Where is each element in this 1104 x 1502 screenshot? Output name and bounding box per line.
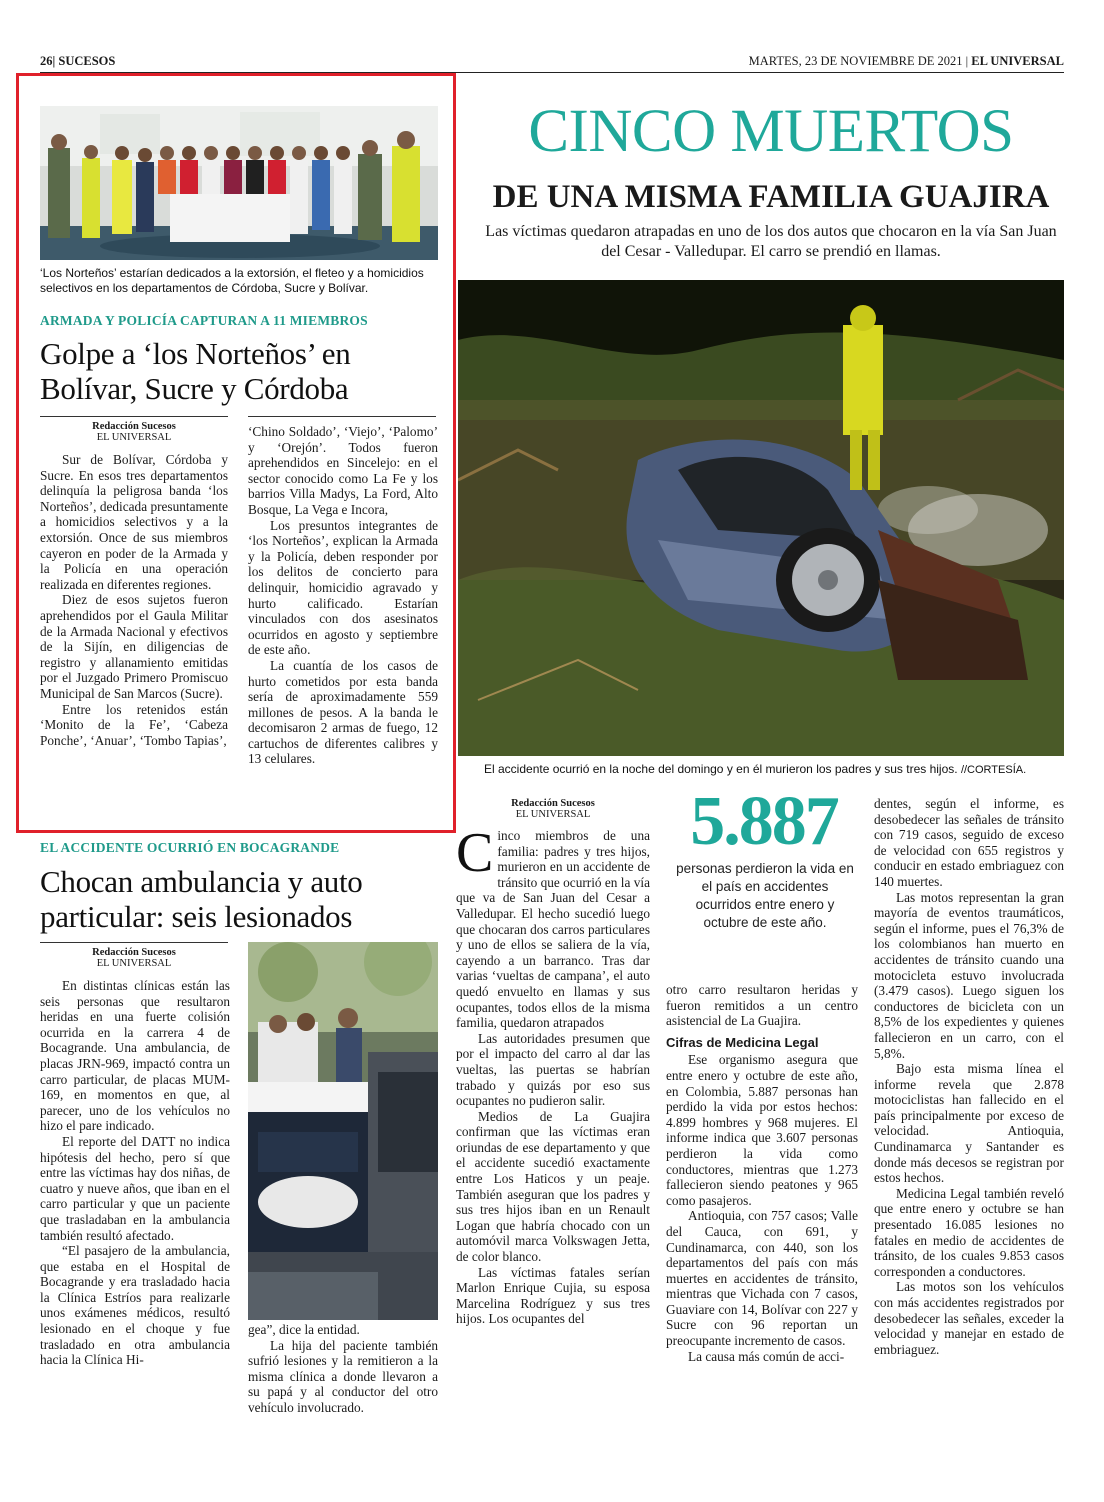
paragraph: “El pasajero de la ambulancia, que estaba en el Hospital de Bocagrande y era trasladado hacia la Clínica Estríos para realizarle unos exámenes médicos, resultó lesionado en el choque y fue trasladado en otra ambulancia hacia la Clínica Hi-: [40, 1243, 230, 1368]
story3-col1: [456, 822, 650, 1327]
story3-col3: [874, 796, 1064, 1357]
story2-byline: [40, 942, 228, 969]
drop-cap: C: [456, 822, 494, 884]
story1-col-rule: [248, 416, 436, 417]
paragraph: El reporte del DATT no indica hipótesis del hecho, pero sí que entre las víctimas hay dos niñas, de cuatro y nueve años, que iban en el carro particular y que un paciente que trasladaban en la ambulancia también resultó afectado.: [40, 1133, 230, 1243]
section-heading: Cifras de Medicina Legal: [666, 1034, 819, 1050]
story3-photo: [458, 280, 1064, 756]
story3-title: CINCO MUERTOS: [528, 98, 1014, 165]
story2-col1: [40, 978, 230, 1368]
story3-subtitle: DE UNA MISMA FAMILIA GUAJIRA: [492, 179, 1050, 215]
paragraph: Sur de Bolívar, Córdoba y Sucre. En esos tres departamentos delinquía la peligrosa banda ‘los Norteños’, dedicada presuntamente a homicidios selectivos y a la extorsión. Once de sus miembros cayeron en poder de la Armada y la Policía en una operación realizada en diferentes regiones.: [40, 452, 228, 592]
story3-byline: [456, 798, 650, 820]
paragraph: dentes, según el informe, es desobedecer las señales de tránsito con 719 casos, seguido de exceso de velocidad con 655 registros y conducir en estado embriaguez con 140 muertes.: [874, 796, 1064, 889]
story1-byline: [40, 416, 228, 443]
paragraph: Medicina Legal también reveló que entre enero y octubre se han presentado 16.085 lesiones no fatales en medio de accidentes de tránsito, de los cuales 9.853 casos corresponden a conductores.: [874, 1185, 1064, 1279]
byline-name: Redacción Sucesos: [92, 421, 176, 432]
story1-photo: [40, 106, 438, 260]
byline-name: Redacción Sucesos: [92, 947, 176, 958]
paper-name: EL UNIVERSAL: [971, 54, 1064, 68]
paragraph: Diez de esos sujetos fueron aprehendidos por el Gaula Militar de la Armada Nacional y efectivos de la Sijín, en diligencias de registro y allanamiento emitidas por el Juzgado Primero Promiscuo Municipal de San Marcos (Sucre).: [40, 592, 228, 701]
paragraph: Medios de La Guajira confirman que las víctimas eran oriundas de ese departamento y que el accidente sucedió exactamente entre Los Haticos y un peaje. También aseguran que los padres y sus tres hijos iban en un Renault Logan que habría chocado con un automóvil marca Volkswagen Jetta, de color blanco.: [456, 1108, 650, 1265]
paragraph: gea”, dice la entidad.: [248, 1322, 360, 1337]
paragraph: La cuantía de los casos de hurto cometidos por esta banda sería de aproximadamente 559 millones de pesos. A la banda le decomisaron 2 armas de fuego, 12 cartuchos de diferentes calibres y 13 celulares.: [248, 657, 438, 767]
story1-col2: [248, 424, 438, 767]
story1-caption: ‘Los Norteños’ estarían dedicados a la extorsión, el fleteo y a homicidios selectivos en los departamentos de Córdoba, Sucre y Bolívar.: [40, 266, 424, 295]
paragraph: ‘Chino Soldado’, ‘Viejo’, ‘Palomo’ y ‘Orejón’. Todos fueron aprehendidos en Sincelejo: en el sector conocido como La Fe y los barrios Villa Madys, La Ford, Alto Bosque, La Vega e Incora,: [248, 424, 438, 517]
paragraph: Entre los retenidos están ‘Monito de la Fe’, ‘Cabeza Ponche’, ‘Anuar’, ‘Tombo Tapias’,: [40, 701, 228, 748]
stat-text: personas perdieron la vida en el país en accidentes ocurridos entre enero y octubre de este año.: [676, 861, 854, 930]
paragraph: En distintas clínicas están las seis personas que resultaron heridas en una fuerte colisión ocurrida en la carrera 4 de Bocagrande. Una ambulancia, de placas JRN-969, impactó contra un carro particular, de placas MUM-169, en momentos en que, al parecer, uno de los vehículos no hizo el pare indicado.: [40, 978, 230, 1134]
paragraph: otro carro resultaron heridas y fueron remitidos a un centro asistencial de La Guajira.: [666, 982, 858, 1029]
story2-headline: Chocan ambulancia y auto particular: seis lesionados: [40, 864, 363, 934]
paragraph: Los presuntos integrantes de ‘los Norteños’, explican la Armada y la Policía, deben responder por los delitos de concierto para delinquir, homicidio agravado y hurto calificado. Estarían vinculados con dos asesinatos ocurridos en agosto y septiembre de este año.: [248, 517, 438, 658]
photo-credit: //CORTESÍA.: [960, 764, 1027, 776]
paragraph: Las motos representan la gran mayoría de eventos traumáticos, según el informe, pues el 76,3% de los colombianos han muerto en accidentes de tránsito cuando una motocicleta estuvo involucrada (3.479 casos). Luego siguen los conductores de bicicleta con un 8,5% de los expedientes y quienes fallecieron en un carro, con el 5,8%.: [874, 889, 1064, 1061]
page-header: [40, 54, 1064, 70]
paragraph: Bajo esta misma línea el informe revela que 2.878 motociclistas han fallecido en el país principalmente por exceso de velocidad. Antioquia, Cundinamarca y Santander es donde más decesos se registran por estos hechos.: [874, 1061, 1064, 1186]
byline-org: EL UNIVERSAL: [515, 809, 591, 820]
paragraph: Las autoridades presumen que por el impacto del carro al dar las vueltas, las puertas se habrían trabado y quizás por eso sus ocupantes no pudieron salir.: [456, 1030, 650, 1109]
byline-name: Redacción Sucesos: [511, 798, 595, 809]
story1-kicker: ARMADA Y POLICÍA CAPTURAN A 11 MIEMBROS: [40, 313, 368, 328]
story3-col2: [666, 982, 858, 1364]
paragraph: Las motos son los vehículos con más accidentes registrados por desobedecer las señales, exceder la velocidad y manejar en estado de embriaguez.: [874, 1279, 1064, 1357]
story2-photo: [248, 942, 438, 1320]
paragraph: Antioquia, con 757 casos; Valle del Cauca, con 691, y Cundinamarca, con 440, son los departamentos del país con más muertes en accidentes de tránsito, mientras que Vichada con 7 casos, Guaviare con 14, Bolívar con 227 y Sucre con 96 reportan un preocupante incremento de casos.: [666, 1208, 858, 1349]
story2-kicker: EL ACCIDENTE OCURRIÓ EN BOCAGRANDE: [40, 840, 340, 855]
story3-caption: El accidente ocurrió en la noche del domingo y en él murieron los padres y sus tres hijos. //CORTESÍA.: [484, 762, 1027, 776]
byline-org: EL UNIVERSAL: [96, 432, 172, 443]
paragraph: La causa más común de acci-: [688, 1348, 845, 1364]
page-section: 26| SUCESOS: [40, 54, 116, 68]
story1-headline: Golpe a ‘los Norteños’ en Bolívar, Sucre y Córdoba: [40, 336, 351, 406]
paragraph: Cinco miembros de una familia: padres y tres hijos, murieron en un accidente de tránsito que ocurrió en la vía que va de San Juan del Cesar a Valledupar. El hecho sucedió luego que chocaran dos carros particulares y uno de ellos se saliera de la vía, cayendo a un barranco. Tras dar varias ‘vueltas de campana’, el auto quedó envuelto en llamas y sus ocupantes, todos ellos de la misma familia, quedaron atrapados: [456, 822, 650, 1031]
story1-col1: [40, 452, 228, 748]
paragraph: Las víctimas fatales serían Marlon Enrique Cujia, su esposa Marcelina Rodríguez y sus tres hijos. Los ocupantes del: [456, 1264, 650, 1327]
story2-col2: [248, 1322, 438, 1416]
paragraph: La hija del paciente también sufrió lesiones y la remitieron a la misma clínica a donde llevaron a su papá y al conductor del otro vehículo involucrado.: [248, 1337, 438, 1415]
byline-org: EL UNIVERSAL: [96, 958, 172, 969]
paragraph: Ese organismo asegura que entre enero y octubre de este año, en Colombia, 5.887 personas han perdido la vida por estos hechos: 4.899 hombres y 968 mujeres. El informe indica que 3.607 personas perdieron la vida como conductores, mientras que 1.273 fallecieron siendo peatones y 965 como pasajeros.: [666, 1052, 858, 1208]
page-date: MARTES, 23 DE NOVIEMBRE DE 2021 | EL UNIVERSAL: [748, 54, 1064, 68]
story3-deck: Las víctimas quedaron atrapadas en uno de los dos autos que chocaron en la vía San Juan del Cesar - Valledupar. El carro se prendió en llamas.: [485, 223, 1057, 260]
stat-number: 5.887: [690, 783, 838, 860]
